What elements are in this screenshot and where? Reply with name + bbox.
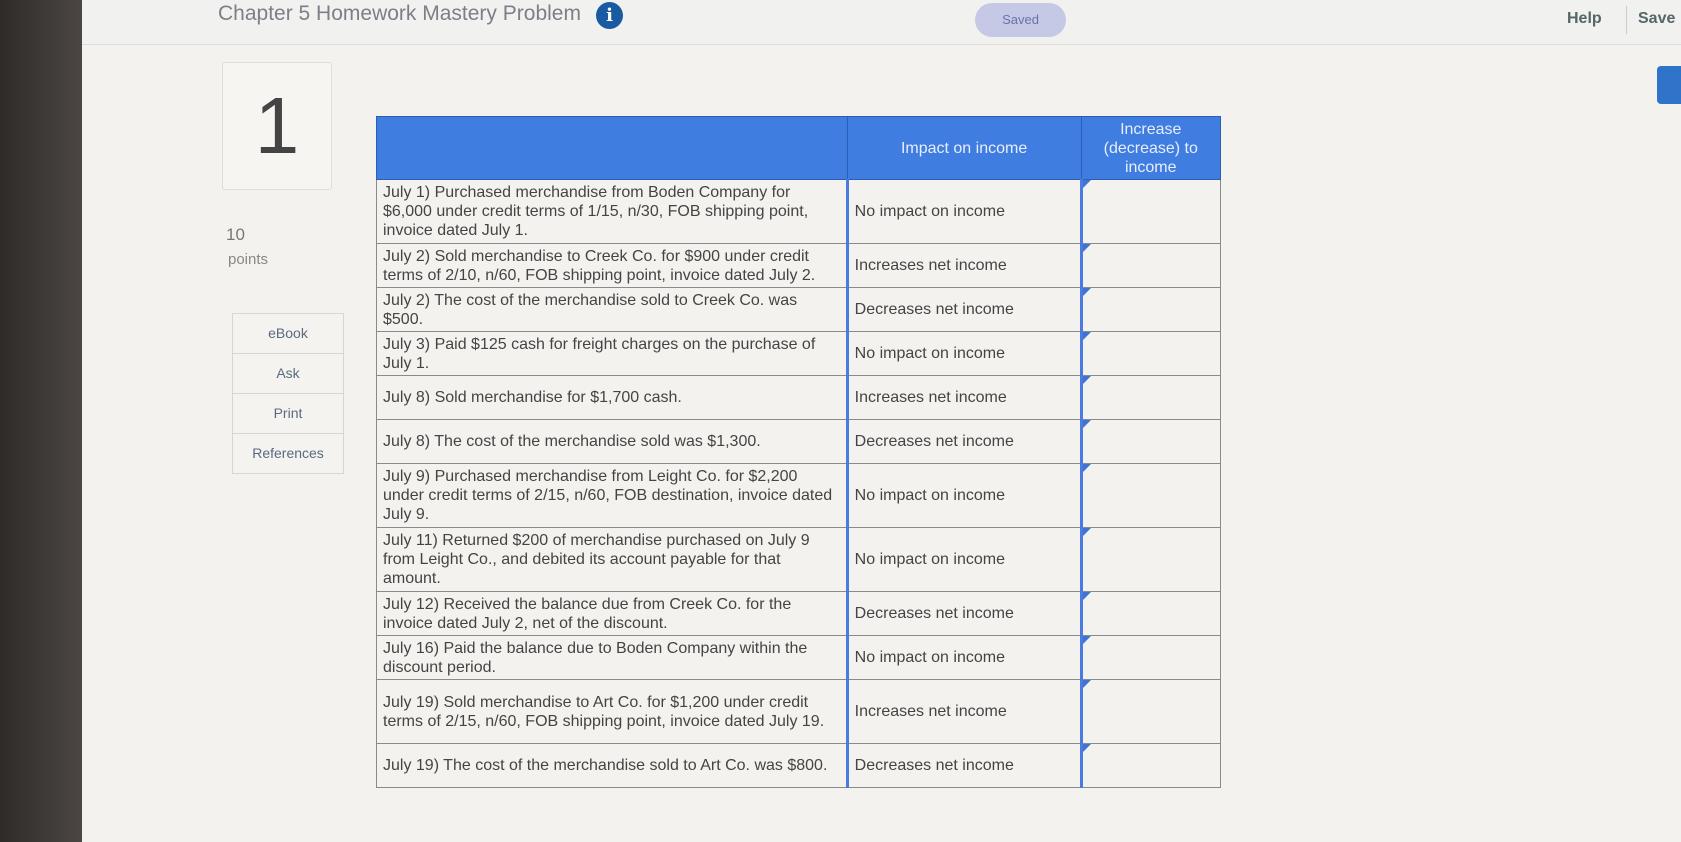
transaction-description: July 8) Sold merchandise for $1,700 cash. (377, 376, 848, 420)
table-header-row (377, 117, 1221, 180)
question-number: 1 (222, 62, 332, 190)
top-bar (82, 0, 1681, 45)
side-button-group (232, 313, 344, 473)
column-header-impact: Impact on income (847, 117, 1081, 180)
assignment-title: Chapter 5 Homework Mastery Problem (218, 2, 581, 25)
amount-input[interactable] (1081, 592, 1221, 636)
transaction-description: July 8) The cost of the merchandise sold was $1,300. (377, 420, 848, 464)
save-link[interactable]: Save (1638, 10, 1676, 27)
amount-input[interactable] (1081, 744, 1221, 788)
print-button[interactable]: Print (232, 393, 344, 434)
amount-input[interactable] (1081, 636, 1221, 680)
impact-select[interactable]: Increases net income (847, 376, 1081, 420)
impact-select[interactable]: Decreases net income (847, 420, 1081, 464)
table-row (377, 332, 1221, 376)
impact-select[interactable]: No impact on income (847, 464, 1081, 528)
amount-input[interactable] (1081, 420, 1221, 464)
table-row (377, 420, 1221, 464)
impact-select[interactable]: Increases net income (847, 244, 1081, 288)
table-row (377, 180, 1221, 244)
table-row (377, 528, 1221, 592)
points-label: points (228, 251, 269, 268)
table-row (377, 636, 1221, 680)
references-button[interactable]: References (232, 433, 344, 474)
header-divider (1626, 6, 1627, 34)
table-row (377, 464, 1221, 528)
amount-input[interactable] (1081, 376, 1221, 420)
impact-select[interactable]: Decreases net income (847, 744, 1081, 788)
table-row (377, 680, 1221, 744)
table-row (377, 376, 1221, 420)
impact-select[interactable]: No impact on income (847, 180, 1081, 244)
transaction-description: July 1) Purchased merchandise from Boden Company for $6,000 under credit terms of 1/15, n/30, FOB shipping point, invoice dated July 1. (377, 180, 848, 244)
transaction-description: July 2) The cost of the merchandise sold to Creek Co. was $500. (377, 288, 848, 332)
amount-input[interactable] (1081, 288, 1221, 332)
impact-select[interactable]: Decreases net income (847, 592, 1081, 636)
transaction-description: July 16) Paid the balance due to Boden Company within the discount period. (377, 636, 848, 680)
info-icon[interactable]: i (596, 2, 623, 29)
column-header-amount: Increase (decrease) to income (1081, 117, 1221, 180)
transaction-description: July 9) Purchased merchandise from Leight Co. for $2,200 under credit terms of 2/15, n/60, FOB destination, invoice dated July 9. (377, 464, 848, 528)
transactions-table (376, 116, 1221, 788)
saved-status-badge: Saved (975, 3, 1066, 37)
amount-input[interactable] (1081, 464, 1221, 528)
table-row (377, 288, 1221, 332)
help-link[interactable]: Help (1567, 10, 1602, 27)
ask-button[interactable]: Ask (232, 353, 344, 394)
points-value: 10 (226, 225, 245, 244)
amount-input[interactable] (1081, 180, 1221, 244)
ebook-button[interactable]: eBook (232, 313, 344, 354)
table-row (377, 244, 1221, 288)
app-screen (82, 0, 1681, 842)
amount-input[interactable] (1081, 332, 1221, 376)
column-header-description (377, 117, 848, 180)
transaction-description: July 19) Sold merchandise to Art Co. for $1,200 under credit terms of 2/15, n/60, FOB shipping point, invoice dated July 19. (377, 680, 848, 744)
impact-select[interactable]: No impact on income (847, 528, 1081, 592)
impact-select[interactable]: No impact on income (847, 636, 1081, 680)
amount-input[interactable] (1081, 244, 1221, 288)
transaction-description: July 11) Returned $200 of merchandise purchased on July 9 from Leight Co., and debited its account payable for that amount. (377, 528, 848, 592)
amount-input[interactable] (1081, 528, 1221, 592)
table-row (377, 592, 1221, 636)
impact-select[interactable]: Decreases net income (847, 288, 1081, 332)
transaction-description: July 19) The cost of the merchandise sold to Art Co. was $800. (377, 744, 848, 788)
transaction-description: July 12) Received the balance due from Creek Co. for the invoice dated July 2, net of the discount. (377, 592, 848, 636)
impact-select[interactable]: No impact on income (847, 332, 1081, 376)
impact-select[interactable]: Increases net income (847, 680, 1081, 744)
table-row (377, 744, 1221, 788)
transaction-description: July 3) Paid $125 cash for freight charges on the purchase of July 1. (377, 332, 848, 376)
amount-input[interactable] (1081, 680, 1221, 744)
transaction-description: July 2) Sold merchandise to Creek Co. for $900 under credit terms of 2/10, n/60, FOB shipping point, invoice dated July 2. (377, 244, 848, 288)
next-question-tab[interactable] (1657, 66, 1681, 104)
